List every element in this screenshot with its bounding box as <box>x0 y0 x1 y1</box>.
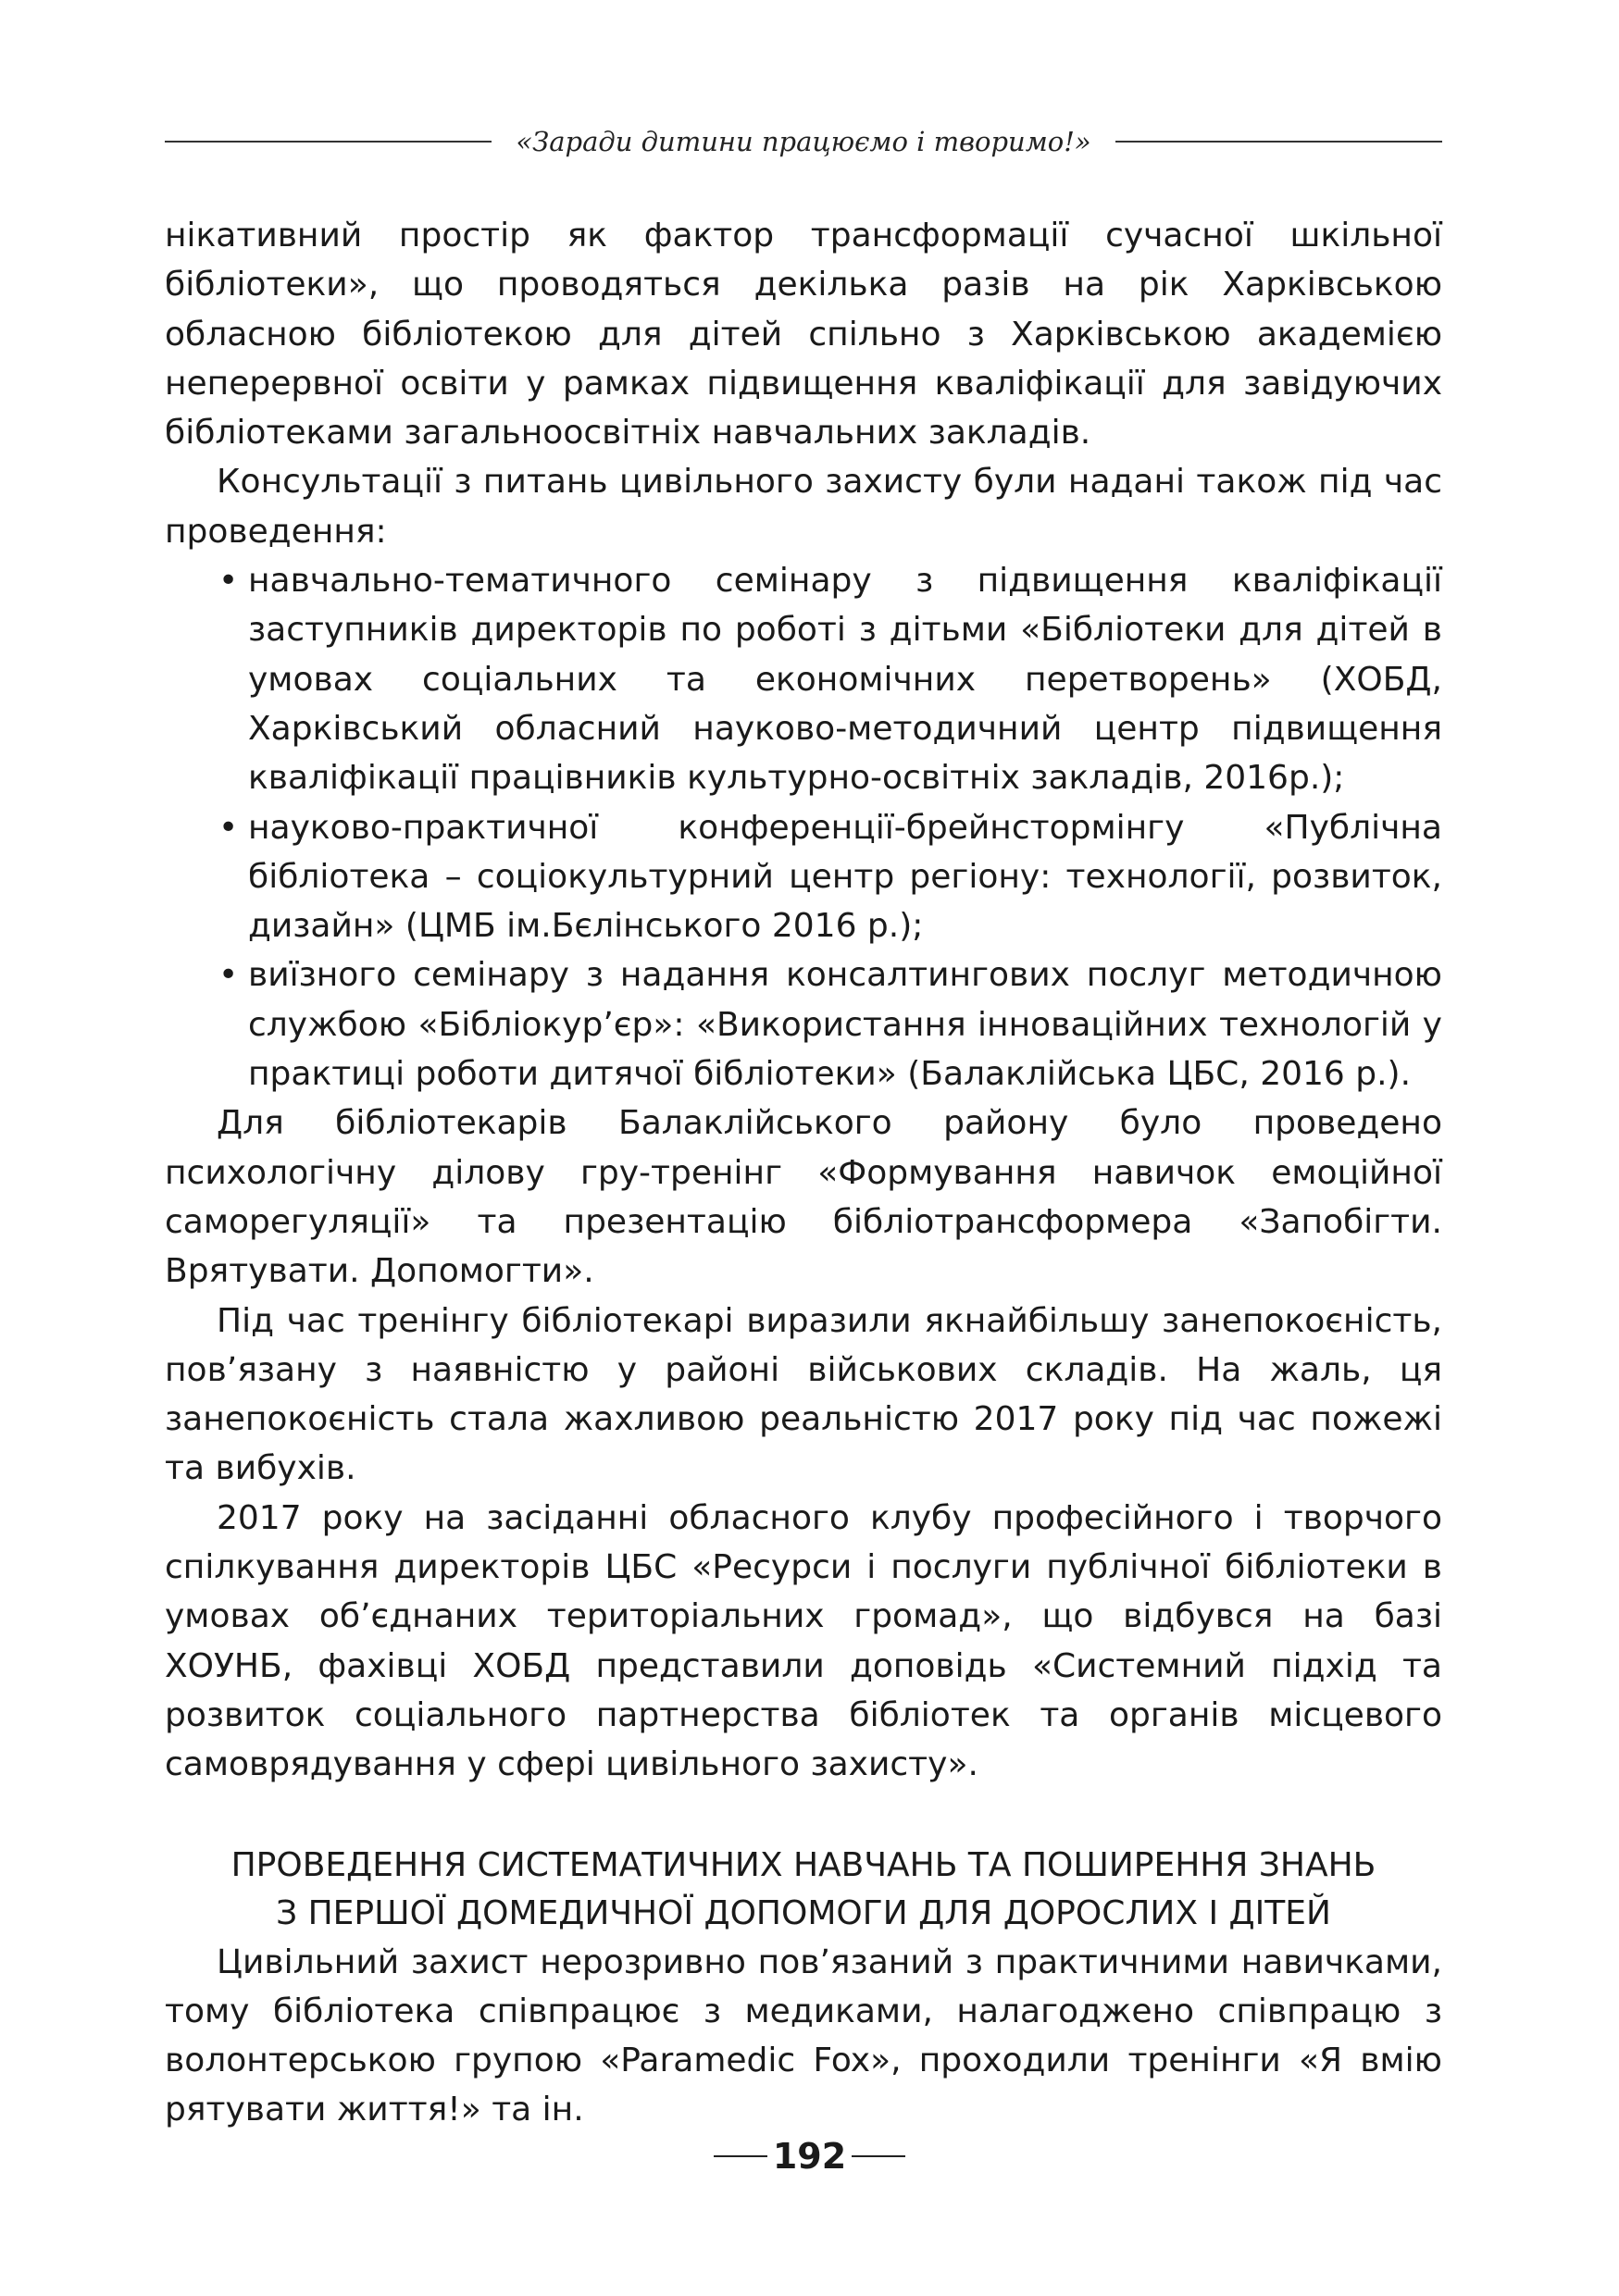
bullet-marker: • <box>218 562 239 601</box>
paragraph-consultations: Консультації з питань цивільного захисту були надані також під час проведення: <box>165 463 1442 551</box>
running-header-title: «Заради дитини працюємо і творимо!» <box>516 126 1091 157</box>
section-heading <box>165 1842 1442 1938</box>
page-number: 192 <box>772 2136 847 2177</box>
header-rule-left <box>165 141 492 143</box>
section-heading-line-1: ПРОВЕДЕННЯ СИСТЕМАТИЧНИХ НАВЧАНЬ ТА ПОШИРЕННЯ ЗНАНЬ <box>230 1845 1376 1884</box>
page-body <box>165 211 1442 2135</box>
bullet-marker: • <box>218 956 239 995</box>
paragraph-continued: нікативний простір як фактор трансформації сучасної шкільної бібліотеки», що проводяться декілька разів на рік Харківською обласною бібліотекою для дітей спільно з Харківською академією неперервної освіти у рамках підвищення кваліфікації для завідуючих бібліотеками загальноосвітніх навчальних закладів. <box>165 217 1442 453</box>
bullet-list <box>165 556 1442 1098</box>
page-number-dash-right <box>852 2155 905 2157</box>
page-number-dash-left <box>714 2155 767 2157</box>
section-heading-line-2: З ПЕРШОЇ ДОМЕДИЧНОЇ ДОПОМОГИ ДЛЯ ДОРОСЛИХ І ДІТЕЙ <box>276 1893 1331 1932</box>
bullet-item-text: навчально-тематичного семінару з підвищення кваліфікації заступників директорів по роботі з дітьми «Бібліотеки для дітей в умовах соціальних та економічних перетворень» (ХОБД, Харківський обласний науково-методичний центр підвищення кваліфікації працівників культурно-освітніх закладів, 2016р.); <box>248 562 1442 798</box>
header-rule-right <box>1115 141 1442 143</box>
paragraph-balakliia-training: Для бібліотекарів Балаклійського району було проведено психологічну ділову гру-тренінг «Формування навичок емоційної саморегуляції» та презентацію бібліотрансформера «Запобігти. Врятувати. Допомогти». <box>165 1104 1442 1291</box>
bullet-item-text: науково-практичної конференції-брейнстормінгу «Публічна бібліотека – соціокультурний центр регіону: технології, розвиток, дизайн» (ЦМБ ім.Бєлінського 2016 р.); <box>248 808 1442 946</box>
bullet-marker: • <box>218 808 239 847</box>
bullet-item <box>165 556 1442 802</box>
paragraph-club-meeting: 2017 року на засіданні обласного клубу професійного і творчого спілкування директорів ЦБС «Ресурси і послуги публічної бібліотеки в умовах об’єднаних територіальних громад», що відбувся на базі ХОУНБ, фахівці ХОБД представили доповідь «Системний підхід та розвиток соціального партнерства бібліотек та органів місцевого самоврядування у сфері цивільного захисту». <box>165 1498 1442 1784</box>
bullet-item <box>165 803 1442 951</box>
bullet-item-text: виїзного семінару з надання консалтингових послуг методичною службою «Бібліокур’єр»: «Використання інноваційних технологій у практиці роботи дитячої бібліотеки» (Балаклійська ЦБС, 2016 р.). <box>248 956 1442 1094</box>
paragraph-first-aid: Цивільний захист нерозривно пов’язаний з практичними навичками, тому бібліотека співпрацює з медиками, налагоджено співпрацю з волонтерською групою «Paramedic Fox», проходили тренінги «Я вмію рятувати життя!» та ін. <box>165 1942 1442 2129</box>
paragraph-concern: Під час тренінгу бібліотекарі виразили якнайбільшу занепокоєність, пов’язану з наявністю у районі військових складів. На жаль, ця занепокоєність стала жахливою реальністю 2017 року під час пожежі та вибухів. <box>165 1301 1442 1488</box>
bullet-item <box>165 950 1442 1098</box>
running-header <box>165 118 1442 165</box>
page-footer <box>0 2136 1619 2177</box>
